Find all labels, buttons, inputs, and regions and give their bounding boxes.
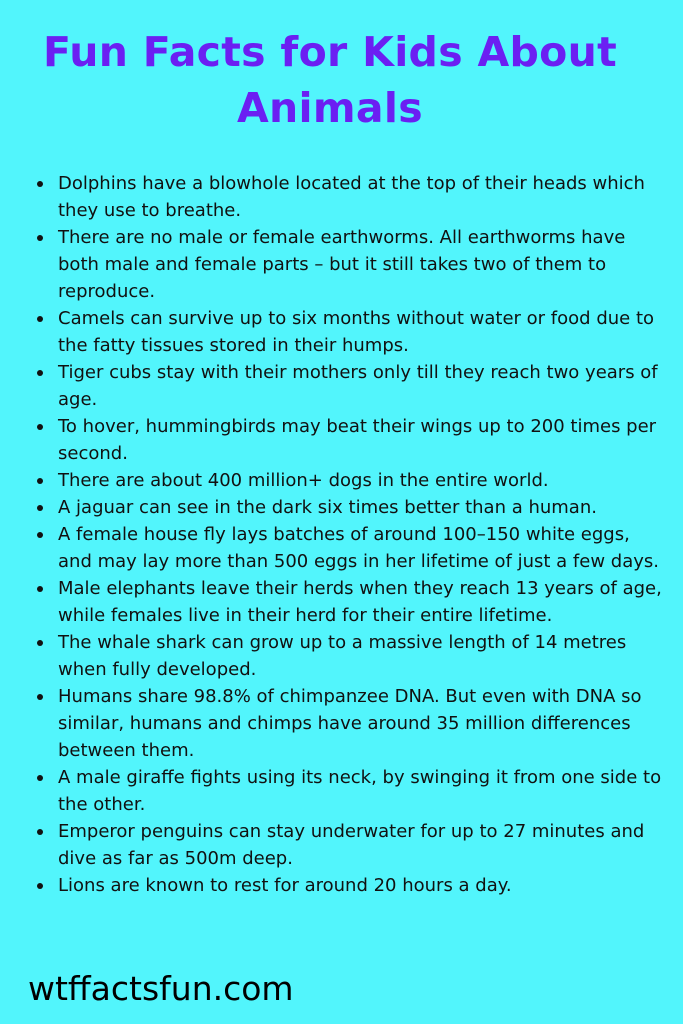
bullet-icon xyxy=(37,424,43,430)
fact-text: Lions are known to rest for around 20 hours a day. xyxy=(58,875,512,896)
list-item xyxy=(58,575,663,629)
list-item xyxy=(58,413,663,467)
bullet-icon xyxy=(37,694,43,700)
fact-text: A female house fly lays batches of around 100–150 white eggs, and may lay more than 500 eggs in her lifetime of just a few days. xyxy=(58,524,659,572)
fact-text: Camels can survive up to six months without water or food due to the fatty tissues stored in their humps. xyxy=(58,308,655,356)
bullet-icon xyxy=(37,181,43,187)
bullet-icon xyxy=(37,370,43,376)
list-item xyxy=(58,764,663,818)
list-item xyxy=(58,305,663,359)
list-item xyxy=(58,629,663,683)
title-line-1: Fun Facts for Kids About xyxy=(42,28,618,76)
list-item xyxy=(58,818,663,872)
bullet-icon xyxy=(37,478,43,484)
fact-text: There are about 400 million+ dogs in the entire world. xyxy=(58,470,549,491)
fact-text: To hover, hummingbirds may beat their wings up to 200 times per second. xyxy=(58,416,657,464)
fact-text: A jaguar can see in the dark six times better than a human. xyxy=(58,497,597,518)
list-item xyxy=(58,521,663,575)
fact-text: The whale shark can grow up to a massive length of 14 metres when fully developed. xyxy=(58,632,627,680)
bullet-icon xyxy=(37,883,43,889)
fact-text: Dolphins have a blowhole located at the top of their heads which they use to breathe. xyxy=(58,173,645,221)
site-url: wtffactsfun.com xyxy=(28,969,294,1008)
bullet-icon xyxy=(37,829,43,835)
bullet-icon xyxy=(37,775,43,781)
fact-text: There are no male or female earthworms. All earthworms have both male and female parts – but it still takes two of them to reproduce. xyxy=(58,227,626,302)
fact-text: Male elephants leave their herds when they reach 13 years of age, while females live in their herd for their entire lifetime. xyxy=(58,578,662,626)
bullet-icon xyxy=(37,586,43,592)
list-item xyxy=(58,683,663,764)
list-item xyxy=(58,494,663,521)
list-item xyxy=(58,467,663,494)
bullet-icon xyxy=(37,532,43,538)
bullet-icon xyxy=(37,505,43,511)
page-title xyxy=(0,24,660,136)
facts-list xyxy=(58,170,663,899)
list-item xyxy=(58,170,663,224)
list-item xyxy=(58,224,663,305)
title-line-2: Animals xyxy=(237,84,423,132)
bullet-icon xyxy=(37,316,43,322)
bullet-icon xyxy=(37,235,43,241)
fact-text: Tiger cubs stay with their mothers only till they reach two years of age. xyxy=(58,362,658,410)
fact-text: A male giraffe fights using its neck, by swinging it from one side to the other. xyxy=(58,767,662,815)
bullet-icon xyxy=(37,640,43,646)
list-item xyxy=(58,872,663,899)
fact-text: Humans share 98.8% of chimpanzee DNA. But even with DNA so similar, humans and chimps have around 35 million differences between them. xyxy=(58,686,642,761)
fact-text: Emperor penguins can stay underwater for up to 27 minutes and dive as far as 500m deep. xyxy=(58,821,645,869)
list-item xyxy=(58,359,663,413)
